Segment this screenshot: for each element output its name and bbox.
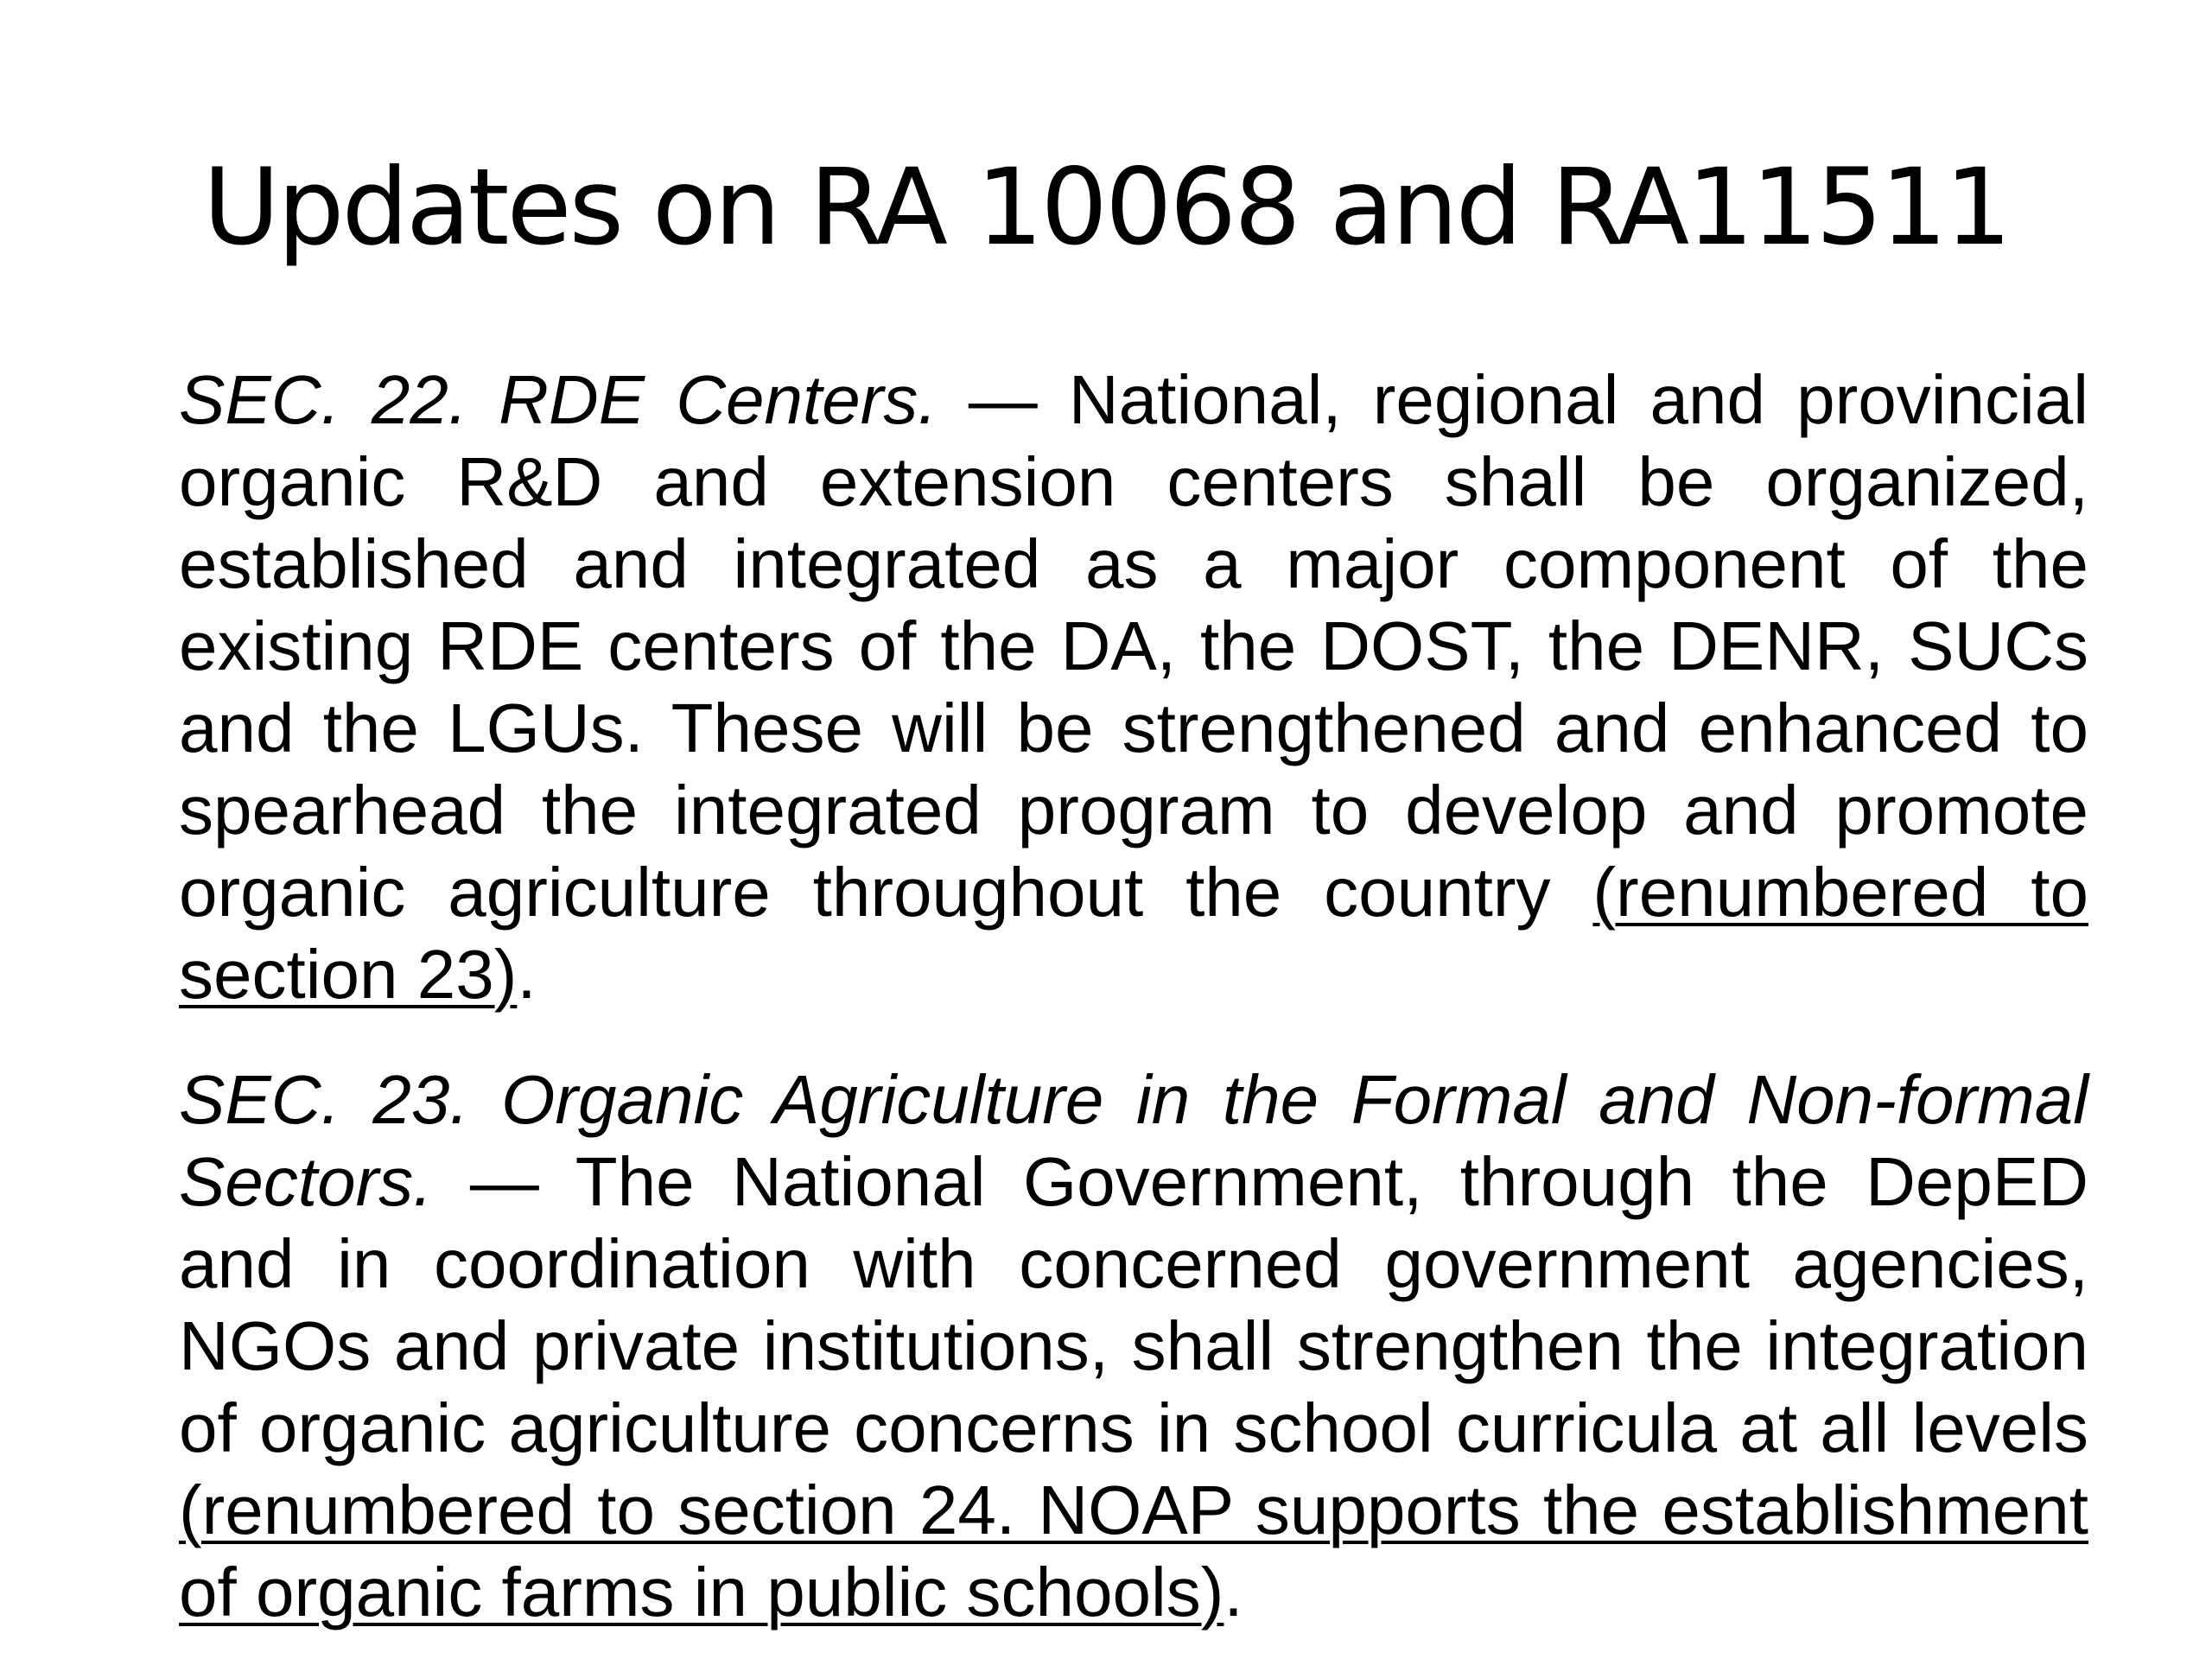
section-22-dash: —	[937, 361, 1069, 438]
section-22-heading: SEC. 22. RDE Centers.	[179, 361, 938, 438]
section-23-period: .	[1224, 1554, 1243, 1630]
section-23-heading: SEC. 23. Organic Agriculture in the Formal and Non-formal Sectors.	[179, 1061, 2088, 1220]
section-22-amendment: (renumbered to section 23)	[179, 854, 2089, 1013]
section-23-dash: —	[432, 1143, 575, 1220]
section-23-amendment: (renumbered to section 24. NOAP supports the establishment of organic farms in public schools)	[179, 1471, 2088, 1630]
section-22-text: National, regional and provincial organic R&D and extension centers shall be organized, established and integrated as a major component of the existing RDE centers of the DA, the DOST, the DENR, SUCs and the LGUs. These will be strengthened and enhanced to spearhead the integrated program to develop and promote organic agriculture throughout the country	[179, 361, 2089, 931]
section-23-text: The National Government, through the DepED and in coordination with concerned government agencies, NGOs and private institutions, shall strengthen the integration of organic agriculture concerns in school curricula at all levels	[179, 1143, 2088, 1466]
section-22-period: .	[517, 936, 537, 1013]
slide-title: Updates on RA 10068 and RA11511	[202, 146, 2010, 269]
section-22-paragraph	[179, 359, 2088, 1015]
section-23-paragraph	[179, 1058, 2088, 1633]
